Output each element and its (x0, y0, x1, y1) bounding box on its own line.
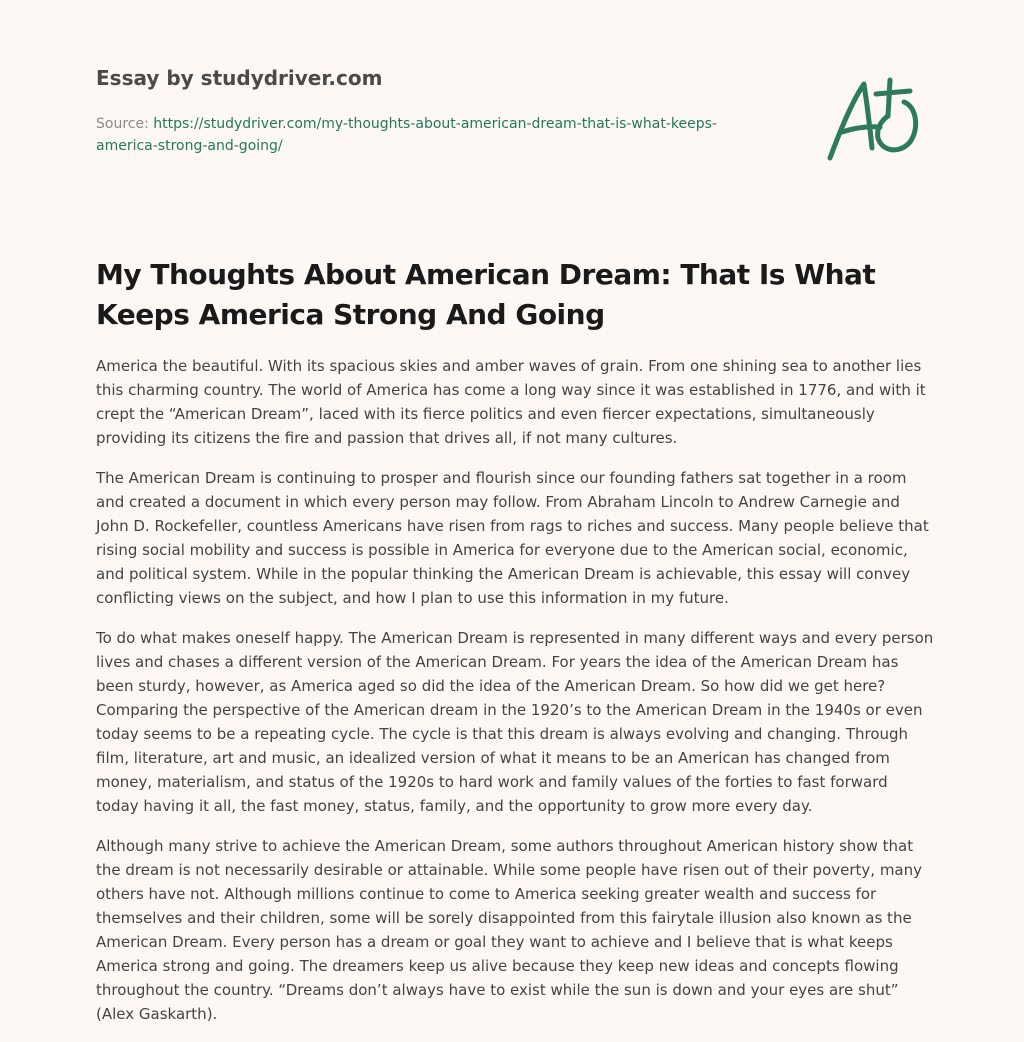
article-title: My Thoughts About American Dream: That Is What Keeps America Strong And Going (96, 258, 876, 331)
paragraph: To do what makes oneself happy. The American Dream is represented in many different ways and every person lives and chases a different version of the American Dream. For years the idea of the American Dream has been sturdy, however, as America aged so did the idea of the American Dream. So how did we get here? Comparing the perspective of the American dream in the 1920’s to the American Dream in the 1940s or even today seems to be a repeating cycle. The cycle is that this dream is always evolving and changing. Through film, literature, art and music, an idealized version of what it means to be an American has changed from money, materialism, and status of the 1920s to hard work and family values of the forties to fast forward today having it all, the fast money, status, family, and the opportunity to grow more every day. (96, 629, 934, 815)
source-link[interactable]: https://studydriver.com/my-thoughts-about-american-dream-that-is-what-keeps-america-strong-and-going/ (96, 116, 717, 154)
article-body (96, 354, 934, 1042)
paragraph: Although many strive to achieve the American Dream, some authors throughout American history show that the dream is not necessarily desirable or attainable. While some people have risen out of their poverty, many others have not. Although millions continue to come to America seeking greater wealth and success for themselves and their children, some will be sorely disappointed from this fairytale illusion also known as the American Dream. Every person has a dream or goal they want to achieve and I believe that is what keeps America strong and going. The dreamers keep us alive because they keep new ideas and concepts flowing throughout the country. “Dreams don’t always have to exist while the sun is down and your eyes are shut” (Alex Gaskarth). (96, 837, 923, 1023)
paragraph: America the beautiful. With its spacious skies and amber waves of grain. From one shining sea to another lies this charming country. The world of America has come a long way since it was established in 1776, and with it crept the “American Dream”, laced with its fierce politics and even fiercer expectations, simultaneously providing its citizens the fire and passion that drives all, if not many cultures. (96, 357, 926, 447)
site-title: Essay by studydriver.com (96, 66, 383, 90)
logo-curl (878, 102, 916, 150)
grade-a-plus-logo (820, 66, 930, 166)
source-line (96, 113, 736, 157)
logo-letter-a (830, 84, 872, 158)
source-label: Source: (96, 116, 154, 132)
logo-letter-a-crossbar (842, 127, 880, 132)
logo-plus-horizontal (876, 91, 910, 94)
paragraph: The American Dream is continuing to prosper and flourish since our founding fathers sat together in a room and created a document in which every person may follow. From Abraham Lincoln to Andrew Carnegie and John D. Rockefeller, countless Americans have risen from rags to riches and success. Many people believe that rising social mobility and success is possible in America for everyone due to the American social, economic, and political system. While in the popular thinking the American Dream is achievable, this essay will convey conflicting views on the subject, and how I plan to use this information in my future. (96, 469, 929, 607)
logo-plus-vertical (888, 80, 890, 116)
